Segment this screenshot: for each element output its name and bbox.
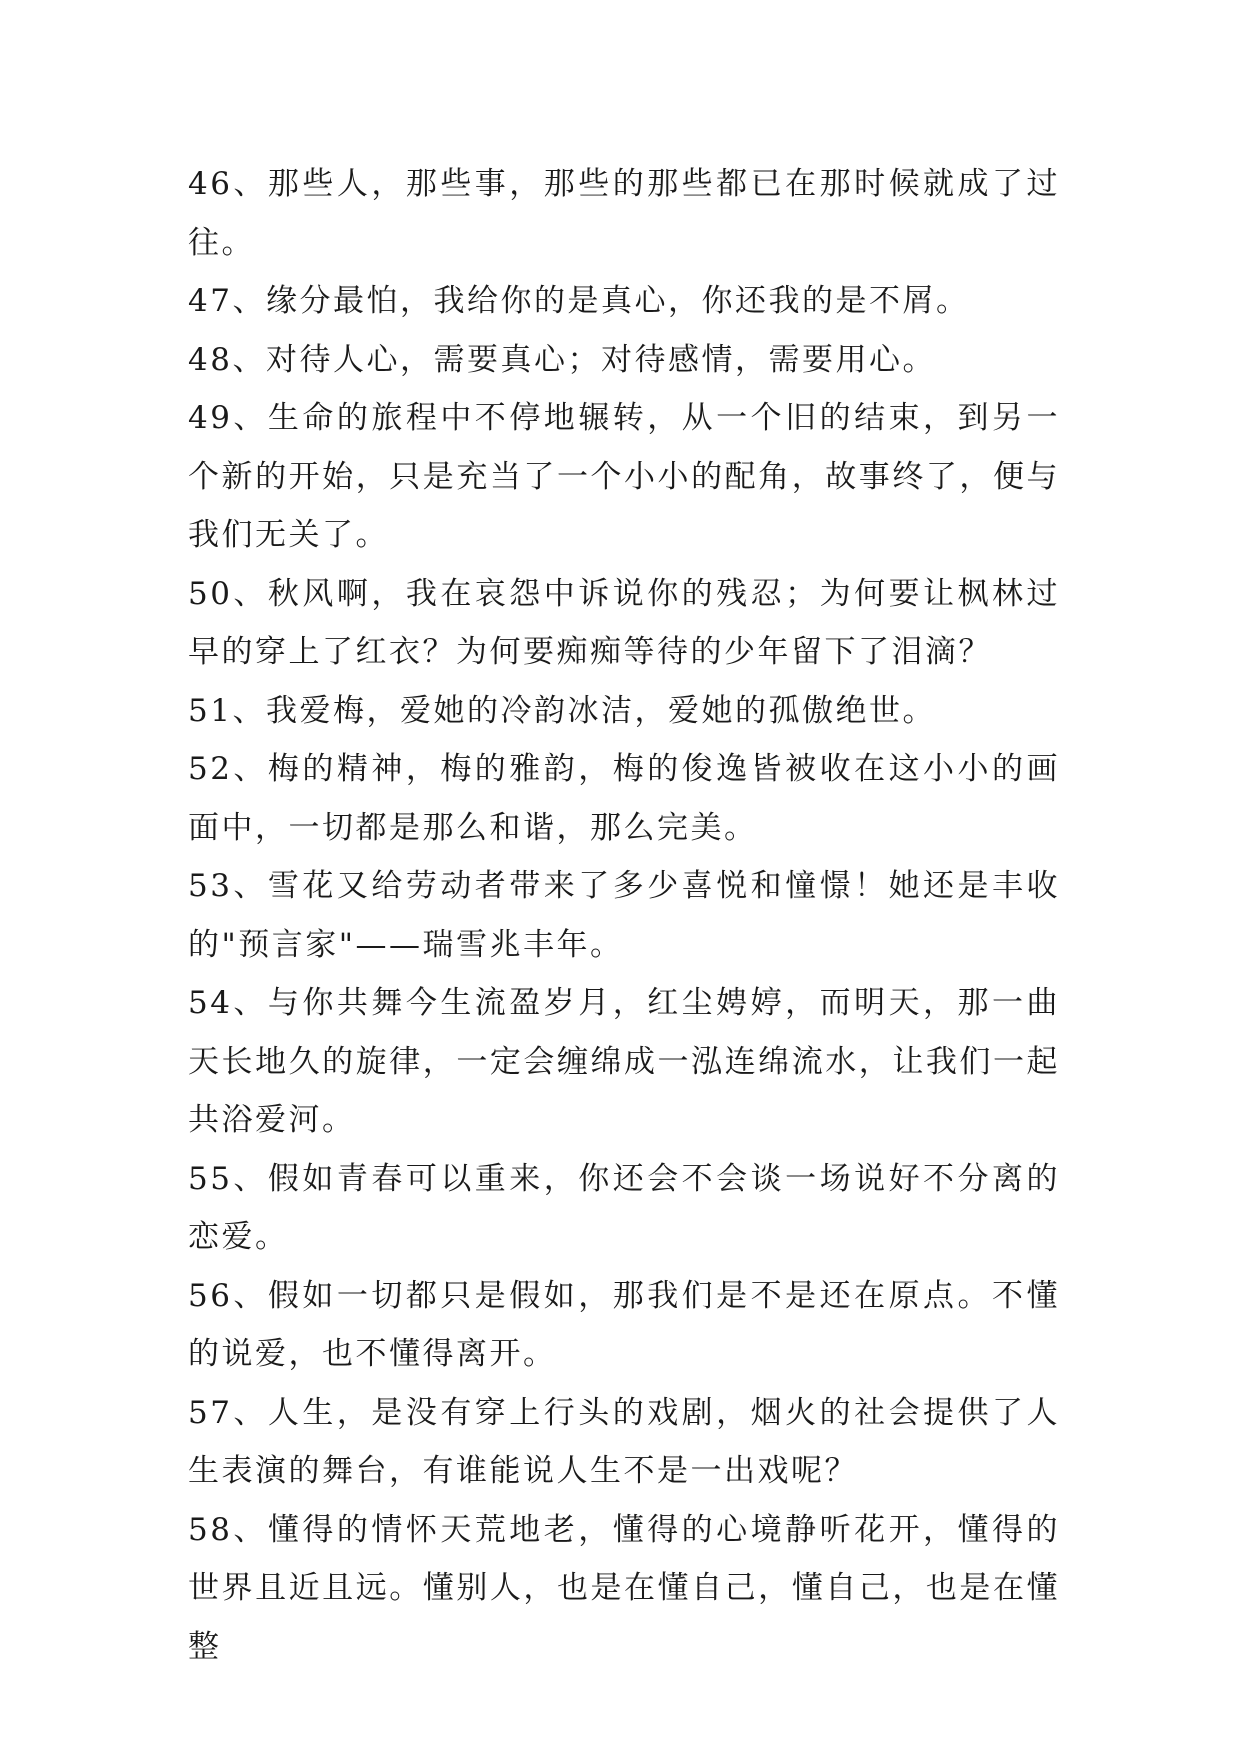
- entry-51: 51、我爱梅，爱她的冷韵冰洁，爱她的孤傲绝世。: [188, 692, 936, 729]
- entry-47: 47、缘分最怕，我给你的是真心，你还我的是不屑。: [188, 283, 970, 319]
- entry-46: 46、那些人，那些事，那些的那些都已在那时候就成了过往。: [188, 166, 1060, 261]
- document-body: [188, 155, 1060, 1676]
- entry-57: 57、人生，是没有穿上行头的戏剧，烟火的社会提供了人生表演的舞台，有谁能说人生不是一出戏呢？: [188, 1394, 1060, 1489]
- entry-49: 49、生命的旅程中不停地辗转，从一个旧的结束，到另一个新的开始，只是充当了一个小小的配角，故事终了，便与我们无关了。: [188, 400, 1060, 553]
- entry-56: 56、假如一切都只是假如，那我们是不是还在原点。不懂的说爱，也不懂得离开。: [188, 1277, 1060, 1372]
- entry-52: 52、梅的精神，梅的雅韵，梅的俊逸皆被收在这小小的画面中，一切都是那么和谐，那么完美。: [188, 751, 1060, 846]
- entry-50: 50、秋风啊，我在哀怨中诉说你的残忍；为何要让枫林过早的穿上了红衣？为何要痴痴等待的少年留下了泪滴？: [188, 575, 1060, 670]
- entry-54: 54、与你共舞今生流盈岁月，红尘娉婷，而明天，那一曲天长地久的旋律，一定会缠绵成一泓连绵流水，让我们一起共浴爱河。: [188, 985, 1060, 1138]
- entry-48: 48、对待人心，需要真心；对待感情，需要用心。: [188, 341, 936, 378]
- entry-53: 53、雪花又给劳动者带来了多少喜悦和憧憬！她还是丰收的"预言家"——瑞雪兆丰年。: [188, 868, 1060, 963]
- entry-55: 55、假如青春可以重来，你还会不会谈一场说好不分离的恋爱。: [188, 1160, 1060, 1255]
- entry-58: 58、懂得的情怀天荒地老，懂得的心境静听花开，懂得的世界且近且远。懂别人，也是在懂自己，懂自己，也是在懂整: [188, 1511, 1060, 1665]
